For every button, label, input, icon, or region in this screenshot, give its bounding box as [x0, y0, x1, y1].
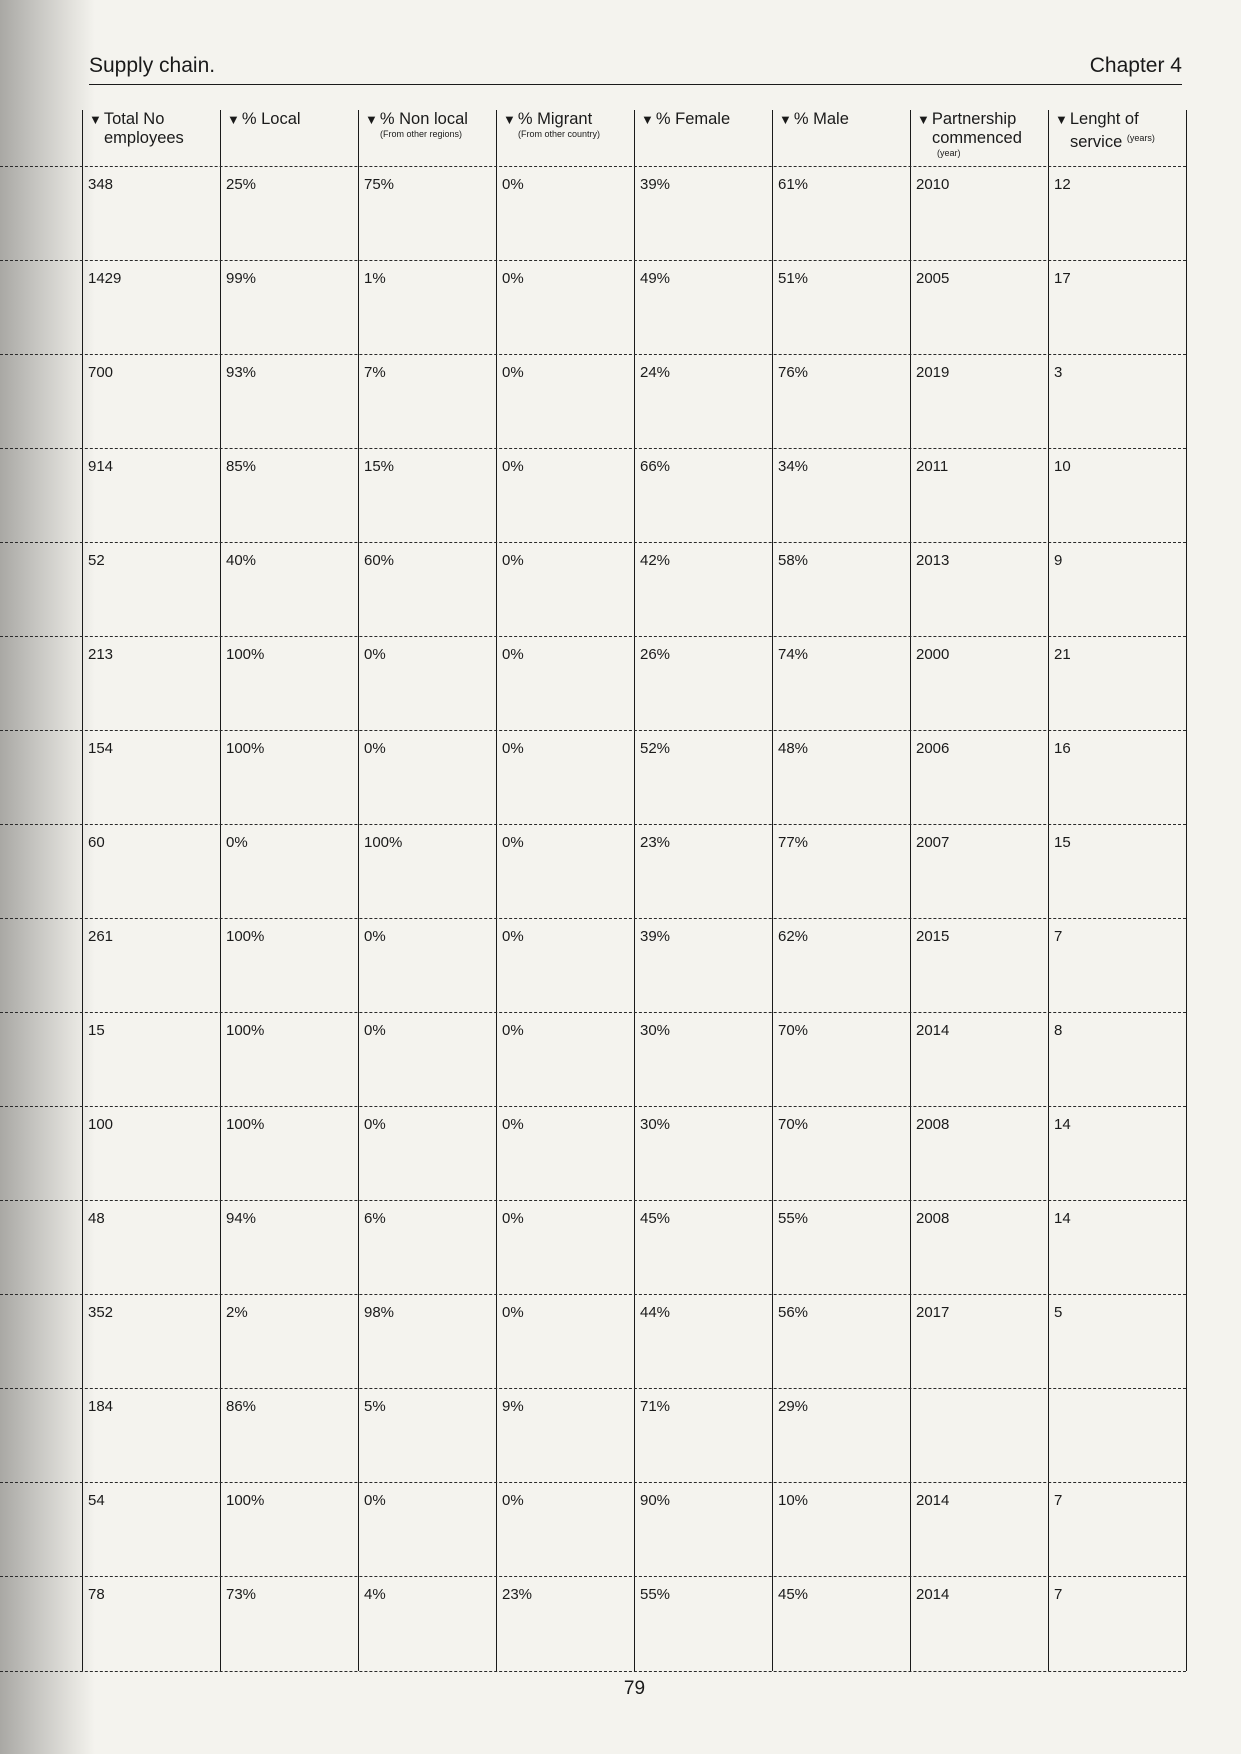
cell-local: 100%: [226, 1492, 265, 1509]
cell-male: 58%: [778, 552, 809, 569]
table-row: [82, 824, 1186, 918]
cell-local: 93%: [226, 364, 257, 381]
cell-non-local: 100%: [364, 834, 403, 851]
column-header-label-line2: [1055, 129, 1180, 152]
table-header: [82, 110, 1186, 166]
cell-male: 34%: [778, 458, 809, 475]
cell-male: 70%: [778, 1022, 809, 1039]
cell-migrant: 0%: [502, 834, 524, 851]
cell-total-employees: 54: [88, 1492, 105, 1509]
sort-down-triangle-icon: ▼: [917, 112, 930, 127]
cell-female: 44%: [640, 1304, 671, 1321]
employee-table: [82, 110, 1186, 1670]
cell-total-employees: 52: [88, 552, 105, 569]
cell-length-of-service: 10: [1054, 458, 1071, 475]
cell-local: 73%: [226, 1586, 257, 1603]
table-row: [82, 1012, 1186, 1106]
cell-local: 99%: [226, 270, 257, 287]
cell-total-employees: 15: [88, 1022, 105, 1039]
cell-partnership-year: 2017: [916, 1304, 950, 1321]
cell-total-employees: 914: [88, 458, 114, 475]
cell-total-employees: 352: [88, 1304, 114, 1321]
cell-total-employees: 261: [88, 928, 114, 945]
cell-male: 74%: [778, 646, 809, 663]
cell-partnership-year: 2007: [916, 834, 950, 851]
sort-down-triangle-icon: ▼: [227, 112, 240, 127]
cell-male: 56%: [778, 1304, 809, 1321]
cell-partnership-year: 2011: [916, 458, 949, 475]
cell-local: 25%: [226, 176, 257, 193]
cell-total-employees: 348: [88, 176, 114, 193]
table-bottom-rule: [0, 1671, 1186, 1672]
cell-migrant: 0%: [502, 1492, 524, 1509]
cell-female: 45%: [640, 1210, 671, 1227]
cell-male: 76%: [778, 364, 809, 381]
cell-partnership-year: 2014: [916, 1586, 950, 1603]
cell-female: 39%: [640, 176, 671, 193]
cell-length-of-service: 16: [1054, 740, 1071, 757]
cell-female: 71%: [640, 1398, 671, 1415]
cell-length-of-service: 8: [1054, 1022, 1063, 1039]
cell-migrant: 0%: [502, 1116, 524, 1133]
cell-non-local: 1%: [364, 270, 386, 287]
column-header-total-employees: [82, 110, 220, 166]
cell-length-of-service: 7: [1054, 1492, 1063, 1509]
cell-migrant: 0%: [502, 270, 524, 287]
sort-down-triangle-icon: ▼: [365, 112, 378, 127]
section-title: Supply chain.: [89, 54, 216, 77]
cell-length-of-service: 5: [1054, 1304, 1063, 1321]
cell-non-local: 4%: [364, 1586, 386, 1603]
column-header-length-of-service: [1048, 110, 1186, 166]
cell-non-local: 0%: [364, 646, 386, 663]
column-header-label: % Female: [655, 110, 731, 128]
cell-female: 49%: [640, 270, 671, 287]
cell-total-employees: 213: [88, 646, 114, 663]
table-row: [82, 260, 1186, 354]
page-header: [89, 52, 1182, 85]
cell-total-employees: 1429: [88, 270, 122, 287]
table-row: [82, 542, 1186, 636]
cell-length-of-service: 3: [1054, 364, 1063, 381]
cell-migrant: 0%: [502, 552, 524, 569]
page-gutter-shadow: [0, 0, 95, 1754]
cell-non-local: 0%: [364, 1022, 386, 1039]
sort-down-triangle-icon: ▼: [89, 112, 102, 127]
cell-male: 45%: [778, 1586, 809, 1603]
cell-total-employees: 700: [88, 364, 114, 381]
cell-migrant: 9%: [502, 1398, 524, 1415]
cell-local: 85%: [226, 458, 257, 475]
cell-length-of-service: 21: [1054, 646, 1071, 663]
column-header-note: (years): [1126, 133, 1155, 143]
cell-total-employees: 154: [88, 740, 114, 757]
cell-migrant: 0%: [502, 1022, 524, 1039]
cell-partnership-year: 2008: [916, 1116, 950, 1133]
cell-partnership-year: 2000: [916, 646, 950, 663]
cell-local: 100%: [226, 1022, 265, 1039]
cell-local: 0%: [226, 834, 248, 851]
cell-total-employees: 78: [88, 1586, 105, 1603]
cell-non-local: 5%: [364, 1398, 386, 1415]
cell-length-of-service: 9: [1054, 552, 1063, 569]
column-header-non-local: [358, 110, 496, 166]
column-header-label: % Local: [241, 110, 301, 128]
column-header-note: (From other regions): [380, 129, 463, 139]
table-row: [82, 1294, 1186, 1388]
table-row: [82, 1482, 1186, 1576]
table-body: [82, 166, 1186, 1670]
cell-migrant: 0%: [502, 458, 524, 475]
cell-male: 29%: [778, 1398, 809, 1415]
cell-male: 70%: [778, 1116, 809, 1133]
cell-local: 100%: [226, 646, 265, 663]
cell-length-of-service: 7: [1054, 928, 1063, 945]
cell-female: 24%: [640, 364, 671, 381]
sort-down-triangle-icon: ▼: [641, 112, 654, 127]
table-row: [82, 636, 1186, 730]
cell-non-local: 0%: [364, 928, 386, 945]
cell-length-of-service: 12: [1054, 176, 1071, 193]
column-header-label: % Non local: [379, 110, 468, 128]
cell-partnership-year: 2010: [916, 176, 950, 193]
cell-partnership-year: 2013: [916, 552, 950, 569]
cell-female: 26%: [640, 646, 671, 663]
cell-local: 2%: [226, 1304, 248, 1321]
cell-migrant: 0%: [502, 176, 524, 193]
cell-male: 48%: [778, 740, 809, 757]
cell-partnership-year: 2014: [916, 1022, 950, 1039]
cell-local: 100%: [226, 740, 265, 757]
cell-male: 62%: [778, 928, 809, 945]
cell-female: 55%: [640, 1586, 671, 1603]
table-row: [82, 354, 1186, 448]
column-header-label-line2: employees: [104, 129, 184, 147]
column-header-label: % Male: [793, 110, 849, 128]
column-header-female: [634, 110, 772, 166]
cell-female: 90%: [640, 1492, 671, 1509]
table-row: [82, 918, 1186, 1012]
cell-non-local: 60%: [364, 552, 395, 569]
cell-length-of-service: 7: [1054, 1586, 1063, 1603]
column-header-local: [220, 110, 358, 166]
column-header-note: (year): [937, 148, 961, 158]
table-row: [82, 730, 1186, 824]
cell-partnership-year: 2015: [916, 928, 950, 945]
cell-non-local: 98%: [364, 1304, 395, 1321]
cell-total-employees: 100: [88, 1116, 114, 1133]
cell-female: 42%: [640, 552, 671, 569]
cell-male: 51%: [778, 270, 809, 287]
table-row: [82, 1106, 1186, 1200]
table-row: [82, 1200, 1186, 1294]
column-header-label: Partnership: [931, 110, 1017, 128]
cell-non-local: 7%: [364, 364, 386, 381]
cell-non-local: 0%: [364, 1116, 386, 1133]
cell-total-employees: 48: [88, 1210, 105, 1227]
cell-male: 55%: [778, 1210, 809, 1227]
cell-non-local: 6%: [364, 1210, 386, 1227]
cell-local: 100%: [226, 928, 265, 945]
column-header-note: (From other country): [518, 129, 601, 139]
column-header-label-line2: commenced: [932, 129, 1022, 147]
sort-down-triangle-icon: ▼: [779, 112, 792, 127]
column-header-migrant: [496, 110, 634, 166]
cell-partnership-year: 2005: [916, 270, 950, 287]
column-header-label: Total No: [103, 110, 165, 128]
cell-female: 30%: [640, 1116, 671, 1133]
cell-partnership-year: 2019: [916, 364, 950, 381]
cell-local: 40%: [226, 552, 257, 569]
cell-length-of-service: 14: [1054, 1210, 1071, 1227]
column-header-label-text: service: [1070, 133, 1123, 151]
cell-length-of-service: 15: [1054, 834, 1071, 851]
column-header-male: [772, 110, 910, 166]
cell-migrant: 0%: [502, 646, 524, 663]
column-header-label: % Migrant: [517, 110, 593, 128]
cell-migrant: 0%: [502, 740, 524, 757]
cell-local: 100%: [226, 1116, 265, 1133]
cell-length-of-service: 17: [1054, 270, 1071, 287]
chapter-label: Chapter 4: [1089, 54, 1182, 77]
cell-migrant: 23%: [502, 1586, 533, 1603]
cell-male: 77%: [778, 834, 809, 851]
cell-total-employees: 60: [88, 834, 105, 851]
table-row: [82, 166, 1186, 260]
cell-partnership-year: 2008: [916, 1210, 950, 1227]
cell-female: 23%: [640, 834, 671, 851]
cell-migrant: 0%: [502, 364, 524, 381]
cell-non-local: 0%: [364, 740, 386, 757]
cell-female: 66%: [640, 458, 671, 475]
cell-female: 52%: [640, 740, 671, 757]
table-row: [82, 448, 1186, 542]
column-rule: [1186, 110, 1187, 1671]
cell-migrant: 0%: [502, 1304, 524, 1321]
sort-down-triangle-icon: ▼: [503, 112, 516, 127]
cell-male: 61%: [778, 176, 809, 193]
cell-non-local: 0%: [364, 1492, 386, 1509]
cell-migrant: 0%: [502, 1210, 524, 1227]
cell-migrant: 0%: [502, 928, 524, 945]
cell-partnership-year: [910, 1388, 1048, 1482]
cell-female: 39%: [640, 928, 671, 945]
cell-length-of-service: [1048, 1388, 1186, 1482]
cell-length-of-service: 14: [1054, 1116, 1071, 1133]
cell-partnership-year: 2014: [916, 1492, 950, 1509]
table-row: [82, 1388, 1186, 1482]
table-row: [82, 1576, 1186, 1670]
sort-down-triangle-icon: ▼: [1055, 112, 1068, 127]
cell-total-employees: 184: [88, 1398, 114, 1415]
column-header-partnership: [910, 110, 1048, 166]
cell-female: 30%: [640, 1022, 671, 1039]
cell-male: 10%: [778, 1492, 809, 1509]
cell-non-local: 75%: [364, 176, 395, 193]
page-number: 79: [623, 1678, 646, 1699]
column-header-label: Lenght of: [1069, 110, 1139, 128]
cell-non-local: 15%: [364, 458, 395, 475]
cell-partnership-year: 2006: [916, 740, 950, 757]
cell-local: 94%: [226, 1210, 257, 1227]
cell-local: 86%: [226, 1398, 257, 1415]
